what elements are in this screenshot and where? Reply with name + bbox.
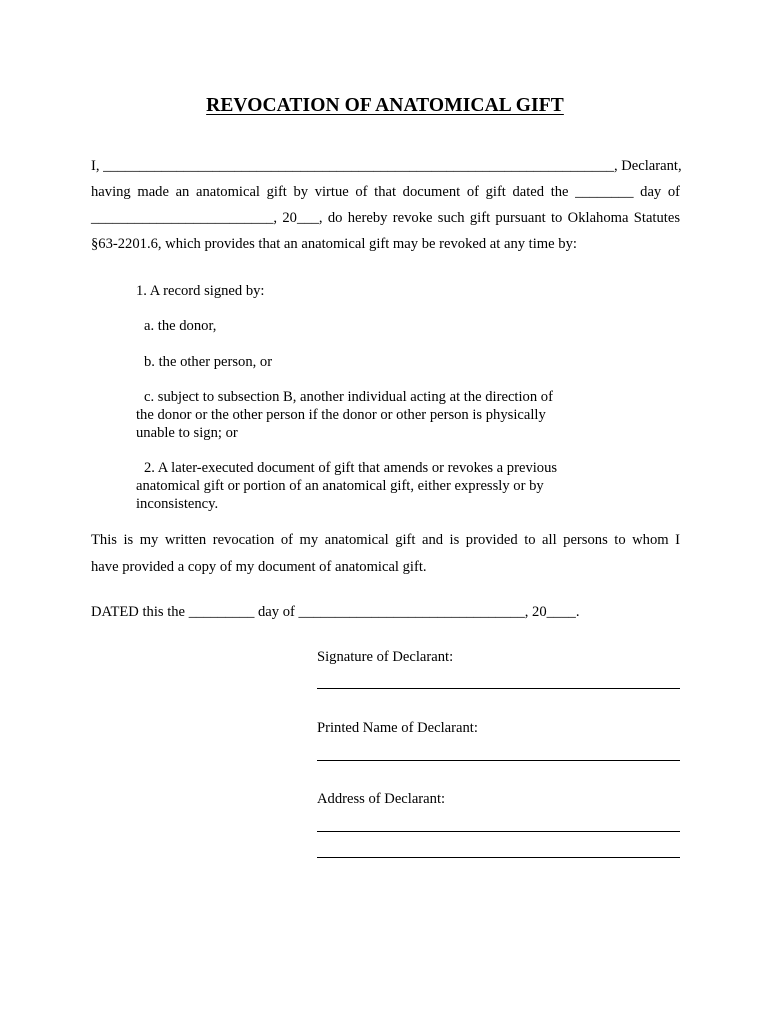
dated-line: DATED this the _________ day of _______________________________, 20____. [91,604,580,620]
item-2-line-2: anatomical gift or portion of an anatomical gift, either expressly or by [136,478,544,494]
item-2-line-3: inconsistency. [136,496,219,512]
signature-field-line [317,688,680,689]
intro-line-3: _________________________, 20___, do hereby revoke such gift pursuant to Oklahoma Statutes [91,210,680,226]
item-c-line-2: the donor or the other person if the donor or other person is physically [136,407,546,423]
item-c-line-1: c. subject to subsection B, another individual acting at the direction of [144,389,553,405]
item-b: b. the other person, or [144,354,273,370]
address-field-line-2 [317,857,680,858]
closing-line-1: This is my written revocation of my anatomical gift and is provided to all persons to whom I [91,532,680,548]
intro-line-2: having made an anatomical gift by virtue of that document of gift dated the ________ day of [91,184,680,200]
printed-name-field-line [317,760,680,761]
signature-label: Signature of Declarant: [317,649,454,665]
address-field-line-1 [317,831,680,832]
printed-name-label: Printed Name of Declarant: [317,720,478,736]
item-1: 1. A record signed by: [136,283,265,299]
address-label: Address of Declarant: [317,791,446,807]
intro-line-4: §63-2201.6, which provides that an anatomical gift may be revoked at any time by: [91,236,577,252]
closing-line-2: have provided a copy of my document of anatomical gift. [91,559,427,575]
item-c-line-3: unable to sign; or [136,425,238,441]
item-2-line-1: 2. A later-executed document of gift that amends or revokes a previous [144,460,558,476]
item-a: a. the donor, [144,318,217,334]
intro-line-1: I, ______________________________________________________________________, Declarant, [91,158,682,174]
document-title: REVOCATION OF ANATOMICAL GIFT [206,95,564,116]
